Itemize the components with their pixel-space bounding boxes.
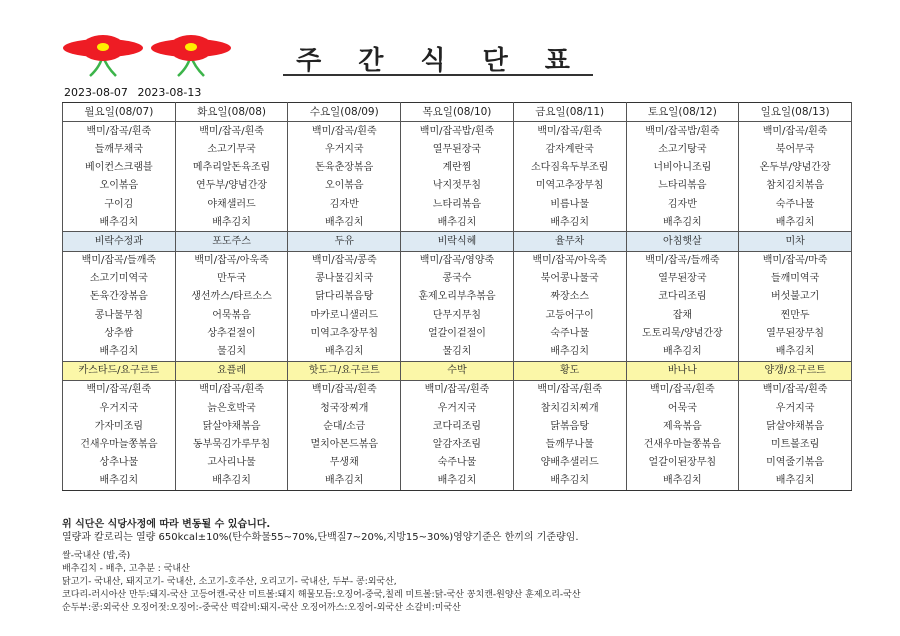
menu-cell: 알감자조림 (401, 435, 514, 453)
menu-cell: 어묵국 (626, 399, 739, 417)
menu-cell: 배추김치 (513, 213, 626, 232)
menu-cell: 양갱/요구르트 (739, 361, 852, 380)
menu-cell: 들깨무나물 (513, 435, 626, 453)
menu-cell: 백미/잡곡/흰죽 (513, 380, 626, 399)
lunch-row (63, 288, 852, 306)
menu-cell: 배추김치 (288, 213, 401, 232)
dinner-row (63, 399, 852, 417)
menu-cell: 북어무국 (739, 140, 852, 158)
lunch-row (63, 342, 852, 361)
menu-cell: 얼갈이겉절이 (401, 324, 514, 342)
menu-cell: 닭살야채볶음 (175, 417, 288, 435)
menu-cell: 미역줄기볶음 (739, 454, 852, 472)
menu-cell: 율무차 (513, 232, 626, 251)
day-header-cell: 일요일(08/13) (739, 103, 852, 122)
menu-cell: 늙은호박국 (175, 399, 288, 417)
menu-cell: 백미/잡곡/아욱죽 (175, 251, 288, 270)
flower-icon (148, 34, 234, 78)
menu-cell: 너비아니조림 (626, 159, 739, 177)
menu-cell: 배추김치 (63, 213, 176, 232)
menu-cell: 배추김치 (401, 472, 514, 491)
menu-cell: 백미/잡곡/흰죽 (401, 380, 514, 399)
day-header-cell: 화요일(08/08) (175, 103, 288, 122)
menu-cell: 백미/잡곡/흰죽 (739, 122, 852, 141)
day-header-cell: 수요일(08/09) (288, 103, 401, 122)
menu-cell: 들깨미역국 (739, 270, 852, 288)
menu-cell: 코다리조림 (626, 288, 739, 306)
menu-cell: 우거지국 (739, 399, 852, 417)
menu-cell: 어묵볶음 (175, 306, 288, 324)
origin-line: 쌀-국내산 (밥,죽) (62, 551, 131, 561)
menu-cell: 수박 (401, 361, 514, 380)
menu-cell: 잡채 (626, 306, 739, 324)
menu-cell: 상추쌈 (63, 324, 176, 342)
menu-cell: 도토리묵/양념간장 (626, 324, 739, 342)
menu-cell: 버섯불고기 (739, 288, 852, 306)
menu-cell: 상추나물 (63, 454, 176, 472)
menu-cell: 열무된장국 (401, 140, 514, 158)
menu-cell: 북어콩나물국 (513, 270, 626, 288)
breakfast-row (63, 140, 852, 158)
lunch-row (63, 270, 852, 288)
menu-cell: 배추김치 (739, 342, 852, 361)
menu-cell: 느타리볶음 (626, 177, 739, 195)
menu-cell: 돈육춘장볶음 (288, 159, 401, 177)
menu-cell: 배추김치 (626, 342, 739, 361)
menu-cell: 비름나물 (513, 195, 626, 213)
menu-cell: 우거지국 (401, 399, 514, 417)
menu-cell: 아침햇살 (626, 232, 739, 251)
breakfast-row (63, 159, 852, 177)
menu-cell: 김자반 (626, 195, 739, 213)
menu-cell: 백미/잡곡/흰죽 (513, 122, 626, 141)
menu-cell: 핫도그/요구르트 (288, 361, 401, 380)
menu-cell: 백미/잡곡/아욱죽 (513, 251, 626, 270)
menu-cell: 배추김치 (626, 472, 739, 491)
menu-cell: 백미/잡곡/흰죽 (288, 122, 401, 141)
day-header-cell: 금요일(08/11) (513, 103, 626, 122)
menu-cell: 미역고추장무침 (513, 177, 626, 195)
menu-cell: 메추리알돈육조림 (175, 159, 288, 177)
menu-cell: 돈육간장볶음 (63, 288, 176, 306)
day-header-cell: 목요일(08/10) (401, 103, 514, 122)
menu-cell: 김자반 (288, 195, 401, 213)
menu-cell: 만두국 (175, 270, 288, 288)
menu-cell: 백미/잡곡/들깨죽 (63, 251, 176, 270)
menu-cell: 콩국수 (401, 270, 514, 288)
breakfast-row (63, 213, 852, 232)
dinner-row (63, 435, 852, 453)
menu-cell: 콩나물김치국 (288, 270, 401, 288)
menu-cell: 들깨무채국 (63, 140, 176, 158)
menu-cell: 미트볼조림 (739, 435, 852, 453)
menu-cell: 콩나물무침 (63, 306, 176, 324)
menu-cell: 숙주나물 (513, 324, 626, 342)
menu-cell: 양배추샐러드 (513, 454, 626, 472)
menu-cell: 참치김치볶음 (739, 177, 852, 195)
origin-line: 코다리-러시아산 만두:돼지-국산 고등어캔-국산 미트볼:돼지 해물모듬:오징어-중국,칠레 미트볼:닭-국산 꽁치캔-원양산 훈제오리-국산 (62, 590, 581, 600)
origin-line: 순두부:콩:외국산 오징어젓:오징어:-중국산 떡갈비:돼지-국산 오징어까스:오징어-외국산 소갈비:미국산 (62, 603, 461, 613)
lunch-row (63, 251, 852, 270)
dinner-row (63, 380, 852, 399)
menu-cell: 무생채 (288, 454, 401, 472)
menu-cell: 백미/잡곡/영양죽 (401, 251, 514, 270)
menu-cell: 물김치 (401, 342, 514, 361)
menu-cell: 비락수정과 (63, 232, 176, 251)
menu-cell: 계란찜 (401, 159, 514, 177)
flower-icon (60, 34, 146, 78)
menu-cell: 백미/잡곡/흰죽 (175, 380, 288, 399)
lunch-row (63, 324, 852, 342)
menu-cell: 백미/잡곡/흰죽 (288, 380, 401, 399)
menu-cell: 배추김치 (175, 472, 288, 491)
end-date: 2023-08-13 (137, 86, 202, 99)
menu-cell: 백미/잡곡/흰죽 (63, 380, 176, 399)
menu-cell: 백미/잡곡/흰죽 (626, 380, 739, 399)
menu-cell: 코다리조림 (401, 417, 514, 435)
menu-cell: 배추김치 (288, 472, 401, 491)
menu-cell: 낙지젓무침 (401, 177, 514, 195)
breakfast-row (63, 177, 852, 195)
menu-cell: 백미/잡곡/들깨죽 (626, 251, 739, 270)
menu-cell: 배추김치 (401, 213, 514, 232)
menu-cell: 생선까스/타르소스 (175, 288, 288, 306)
menu-cell: 가자미조림 (63, 417, 176, 435)
menu-cell: 숙주나물 (739, 195, 852, 213)
menu-cell: 카스타드/요구르트 (63, 361, 176, 380)
menu-cell: 열무된장국 (626, 270, 739, 288)
day-header-cell: 월요일(08/07) (63, 103, 176, 122)
menu-cell: 청국장찌개 (288, 399, 401, 417)
menu-cell: 고등어구이 (513, 306, 626, 324)
menu-cell: 백미/잡곡/흰죽 (63, 122, 176, 141)
menu-cell: 참치김치찌개 (513, 399, 626, 417)
menu-cell: 얼갈이된장무침 (626, 454, 739, 472)
menu-cell: 배추김치 (63, 472, 176, 491)
menu-cell: 배추김치 (175, 213, 288, 232)
menu-cell: 백미/잡곡/콩죽 (288, 251, 401, 270)
menu-cell: 고사리나물 (175, 454, 288, 472)
menu-cell: 열무된장무침 (739, 324, 852, 342)
menu-cell: 닭다리볶음탕 (288, 288, 401, 306)
menu-cell: 닭살야채볶음 (739, 417, 852, 435)
dinner-row (63, 417, 852, 435)
menu-cell: 훈제오리부추볶음 (401, 288, 514, 306)
menu-cell: 배추김치 (63, 342, 176, 361)
menu-cell: 요플레 (175, 361, 288, 380)
menu-cell: 미역고추장무침 (288, 324, 401, 342)
menu-cell: 미차 (739, 232, 852, 251)
menu-cell: 닭볶음탕 (513, 417, 626, 435)
menu-cell: 백미/잡곡밥/흰죽 (401, 122, 514, 141)
menu-cell: 제육볶음 (626, 417, 739, 435)
menu-cell: 우거지국 (288, 140, 401, 158)
menu-cell: 연두부/양념간장 (175, 177, 288, 195)
menu-cell: 단무지무침 (401, 306, 514, 324)
menu-cell: 구이김 (63, 195, 176, 213)
menu-cell: 야채샐러드 (175, 195, 288, 213)
menu-cell: 배추김치 (513, 472, 626, 491)
menu-cell: 우거지국 (63, 399, 176, 417)
menu-cell: 건새우마늘쫑볶음 (626, 435, 739, 453)
menu-cell: 마카로니샐러드 (288, 306, 401, 324)
menu-cell: 순대/소금 (288, 417, 401, 435)
menu-cell: 숙주나물 (401, 454, 514, 472)
origin-line: 닭고기- 국내산, 돼지고기- 국내산, 소고기-호주산, 오리고기- 국내산, 두부- 콩:외국산, (62, 577, 397, 587)
menu-cell: 베이컨스크램블 (63, 159, 176, 177)
notice-text: 위 식단은 식당사정에 따라 변동될 수 있습니다. (62, 519, 271, 530)
snack-row (63, 361, 852, 380)
menu-cell: 배추김치 (288, 342, 401, 361)
calorie-text: 열량과 칼로리는 열량 650kcal±10%(탄수화물55~70%,단백질7~20%,지방15~30%)영양기준은 한끼의 기준량임. (62, 532, 579, 543)
menu-cell: 온두부/양념간장 (739, 159, 852, 177)
menu-cell: 두유 (288, 232, 401, 251)
menu-cell: 배추김치 (626, 213, 739, 232)
menu-cell: 상추겉절이 (175, 324, 288, 342)
menu-cell: 감자계란국 (513, 140, 626, 158)
menu-cell: 배추김치 (739, 213, 852, 232)
date-range (64, 86, 207, 99)
menu-cell: 배추김치 (513, 342, 626, 361)
weekly-menu-table (62, 102, 852, 491)
breakfast-row (63, 122, 852, 141)
menu-cell: 포도주스 (175, 232, 288, 251)
menu-cell: 소고기미역국 (63, 270, 176, 288)
menu-cell: 소다짐육두부조림 (513, 159, 626, 177)
page-title: 주 간 식 단 표 (296, 46, 584, 76)
menu-cell: 오이볶음 (63, 177, 176, 195)
menu-cell: 바나나 (626, 361, 739, 380)
title-underline (283, 74, 593, 76)
menu-cell: 백미/잡곡/흰죽 (739, 380, 852, 399)
snack-row (63, 232, 852, 251)
menu-cell: 찐만두 (739, 306, 852, 324)
menu-cell: 백미/잡곡/마죽 (739, 251, 852, 270)
breakfast-row (63, 195, 852, 213)
notes-section (62, 518, 862, 615)
menu-cell: 배추김치 (739, 472, 852, 491)
menu-cell: 백미/잡곡/흰죽 (175, 122, 288, 141)
start-date: 2023-08-07 (64, 86, 128, 99)
menu-cell: 백미/잡곡밥/흰죽 (626, 122, 739, 141)
menu-cell: 오이볶음 (288, 177, 401, 195)
menu-cell: 황도 (513, 361, 626, 380)
origin-line: 배추김치 - 배추, 고추분 : 국내산 (62, 564, 190, 574)
day-header-row (63, 103, 852, 122)
menu-cell: 소고기무국 (175, 140, 288, 158)
menu-cell: 비락식혜 (401, 232, 514, 251)
menu-cell: 짜장소스 (513, 288, 626, 306)
menu-cell: 소고기탕국 (626, 140, 739, 158)
menu-cell: 물김치 (175, 342, 288, 361)
menu-cell: 느타리볶음 (401, 195, 514, 213)
dinner-row (63, 454, 852, 472)
menu-cell: 멸치아몬드볶음 (288, 435, 401, 453)
menu-cell: 동부묵김가루무침 (175, 435, 288, 453)
lunch-row (63, 306, 852, 324)
day-header-cell: 토요일(08/12) (626, 103, 739, 122)
menu-cell: 건새우마늘쫑볶음 (63, 435, 176, 453)
dinner-row (63, 472, 852, 491)
